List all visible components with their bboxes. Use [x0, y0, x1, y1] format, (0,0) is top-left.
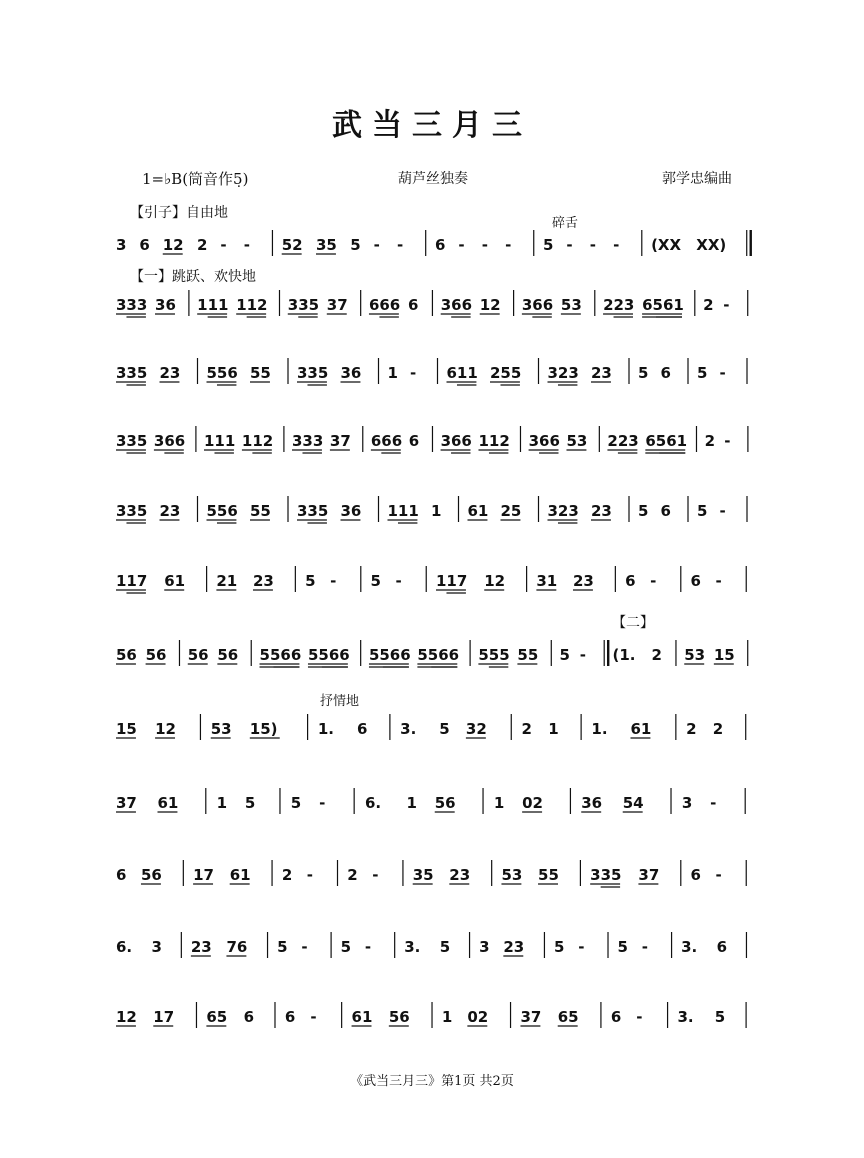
note-group: 53: [684, 646, 706, 664]
note-group: -: [373, 236, 380, 254]
note-group: 5: [244, 794, 256, 812]
note-group: -: [579, 646, 586, 664]
note-group: 555: [478, 646, 510, 664]
note-group: 3.: [400, 720, 417, 738]
note-group: 112: [478, 432, 510, 450]
note-group: (1.: [612, 646, 636, 664]
system-6: [114, 562, 754, 602]
note-group: -: [724, 432, 731, 450]
note-group: 2: [703, 296, 714, 314]
note-group: 335: [116, 502, 148, 520]
note-group: 65: [206, 1008, 228, 1026]
note-group: 56: [140, 866, 162, 884]
note-group: 5566: [417, 646, 460, 664]
note-group: 65: [557, 1008, 579, 1026]
note-group: 117: [436, 572, 468, 590]
note-group: XX): [696, 236, 727, 254]
section-intro-label: 【引子】自由地: [130, 205, 228, 221]
system-10: [114, 856, 754, 896]
note-group: -: [650, 572, 657, 590]
note-group: -: [410, 364, 417, 382]
system-3: [114, 354, 754, 394]
note-group: 2: [197, 236, 208, 254]
note-group: -: [723, 296, 730, 314]
note-group: 61: [351, 1008, 373, 1026]
note-group: 5: [439, 720, 450, 738]
note-group: -: [243, 236, 251, 254]
note-group: 61: [630, 720, 652, 738]
note-group: 23: [190, 938, 212, 956]
note-group: 5: [370, 572, 381, 590]
note-group: 6: [139, 236, 150, 254]
note-group: -: [330, 572, 337, 590]
note-group: 1.: [317, 720, 335, 738]
note-group: -: [505, 236, 512, 254]
note-group: 2: [521, 720, 532, 738]
system-12: [114, 998, 754, 1038]
note-group: 6: [408, 432, 420, 450]
note-group: 6: [407, 296, 419, 314]
note-group: 6: [625, 572, 636, 590]
note-group: -: [458, 236, 465, 254]
note-group: 21: [216, 572, 238, 590]
note-group: -: [301, 938, 308, 956]
note-group: 6561: [645, 432, 688, 450]
note-group: 5: [617, 938, 628, 956]
note-group: 23: [572, 572, 594, 590]
note-group: 23: [449, 866, 471, 884]
note-group: 32: [465, 720, 487, 738]
note-group: -: [589, 236, 597, 254]
note-group: 55: [517, 646, 539, 664]
note-group: 112: [236, 296, 268, 314]
system-11: [114, 928, 754, 968]
note-group: 5: [559, 646, 570, 664]
note-group: 37: [520, 1008, 542, 1026]
note-group: 56: [187, 646, 209, 664]
note-group: 366: [440, 296, 473, 314]
note-group: 12: [162, 236, 184, 254]
note-group: 1.: [591, 720, 608, 738]
note-group: 5566: [368, 646, 411, 664]
note-group: 17: [153, 1008, 175, 1026]
note-group: 6: [243, 1008, 255, 1026]
note-group: 5: [553, 938, 565, 956]
note-group: 3.: [681, 938, 698, 956]
note-group: 5: [305, 572, 316, 590]
note-group: 55: [250, 364, 271, 382]
note-group: 23: [503, 938, 525, 956]
note-group: 3: [479, 938, 490, 956]
note-group: 23: [159, 364, 181, 382]
note-group: 5: [439, 938, 451, 956]
note-group: 5: [350, 236, 361, 254]
note-group: 6: [116, 866, 127, 884]
note-group: 5: [697, 502, 708, 520]
note-group: 1: [493, 794, 505, 812]
note-group: 3.: [677, 1008, 694, 1026]
system-1: [114, 226, 754, 266]
lyrical-mark: 抒情地: [320, 694, 360, 709]
note-group: 366: [153, 432, 186, 450]
note-group: 3.: [404, 938, 421, 956]
system-2: [114, 286, 754, 326]
note-group: 335: [287, 296, 320, 314]
note-group: -: [481, 236, 488, 254]
note-group: 35: [412, 866, 434, 884]
note-group: 02: [467, 1008, 489, 1026]
note-group: 5566: [307, 646, 350, 664]
note-group: 1: [548, 720, 559, 738]
note-group: 6: [356, 720, 368, 738]
note-group: 5: [290, 794, 302, 812]
note-group: -: [719, 502, 726, 520]
note-group: 3: [151, 938, 162, 956]
note-group: 556: [206, 502, 238, 520]
composer-label: 郭学忠编曲: [662, 171, 732, 187]
note-group: 5: [277, 938, 288, 956]
note-group: 6: [690, 866, 701, 884]
note-group: -: [395, 572, 402, 590]
note-group: 255: [490, 364, 522, 382]
note-group: 111: [197, 296, 229, 314]
note-group: 56: [116, 646, 137, 664]
note-group: 61: [229, 866, 251, 884]
key-signature: 1=♭B(筒音作5̣): [142, 170, 249, 188]
note-group: 61: [157, 794, 179, 812]
note-group: 6: [434, 236, 446, 254]
note-group: 2: [347, 866, 358, 884]
note-group: 55: [250, 502, 271, 520]
note-group: 111: [387, 502, 419, 520]
system-9: [114, 784, 754, 824]
note-group: 6.: [364, 794, 382, 812]
note-group: 56: [145, 646, 167, 664]
note-group: 112: [241, 432, 274, 450]
note-group: -: [397, 236, 404, 254]
note-group: 56: [217, 646, 239, 664]
note-group: 2: [712, 720, 724, 738]
note-group: (XX: [651, 236, 682, 254]
note-group: 15: [713, 646, 735, 664]
note-group: 6561: [642, 296, 684, 314]
note-group: 5: [638, 502, 649, 520]
note-group: 366: [440, 432, 472, 450]
system-7: [114, 636, 754, 676]
note-group: -: [319, 794, 326, 812]
note-group: 223: [603, 296, 635, 314]
note-group: 12: [155, 720, 176, 738]
note-group: 1: [431, 502, 442, 520]
note-group: 53: [560, 296, 582, 314]
section-two-label: 【二】: [612, 615, 654, 631]
system-5: [114, 492, 754, 532]
note-group: -: [306, 866, 314, 884]
note-group: -: [310, 1008, 317, 1026]
note-group: -: [710, 794, 717, 812]
note-group: 666: [370, 432, 403, 450]
note-group: 2: [704, 432, 716, 450]
note-group: 335: [116, 432, 148, 450]
note-group: 6: [284, 1008, 296, 1026]
note-group: 12: [484, 572, 506, 590]
note-group: 53: [210, 720, 232, 738]
note-group: 54: [622, 794, 644, 812]
note-group: 1: [387, 364, 398, 382]
note-group: 2: [281, 866, 293, 884]
note-group: 37: [329, 432, 351, 450]
note-group: -: [719, 364, 726, 382]
note-group: 6: [610, 1008, 622, 1026]
note-group: 12: [116, 1008, 137, 1026]
note-group: 1: [406, 794, 417, 812]
note-group: 15: [116, 720, 137, 738]
note-group: 2: [686, 720, 697, 738]
score-title: 武当三月三: [332, 108, 532, 143]
note-group: 611: [446, 364, 478, 382]
note-group: 53: [566, 432, 588, 450]
note-group: 15): [249, 720, 278, 738]
note-group: 5: [340, 938, 352, 956]
note-group: 17: [193, 866, 214, 884]
note-group: -: [220, 236, 227, 254]
note-group: 335: [297, 364, 329, 382]
note-group: 3: [681, 794, 693, 812]
note-group: 25: [500, 502, 522, 520]
note-group: 53: [501, 866, 523, 884]
note-group: 61: [467, 502, 489, 520]
note-group: 117: [116, 572, 148, 590]
note-group: 37: [326, 296, 348, 314]
note-group: 36: [340, 502, 362, 520]
note-group: 55: [538, 866, 559, 884]
section-one-label: 【一】跳跃、欢快地: [130, 269, 256, 285]
system-8: [114, 710, 754, 750]
note-group: 323: [547, 364, 579, 382]
note-group: -: [636, 1008, 643, 1026]
note-group: 556: [206, 364, 238, 382]
note-group: 52: [281, 236, 303, 254]
note-group: 36: [155, 296, 176, 314]
note-group: 76: [226, 938, 248, 956]
note-group: 61: [164, 572, 186, 590]
note-group: 23: [252, 572, 274, 590]
note-group: 335: [297, 502, 329, 520]
note-group: 366: [528, 432, 560, 450]
note-group: 5: [714, 1008, 726, 1026]
note-group: 02: [522, 794, 544, 812]
note-group: 335: [116, 364, 148, 382]
note-group: 23: [591, 502, 612, 520]
note-group: -: [372, 866, 379, 884]
note-group: 35: [316, 236, 337, 254]
note-group: -: [715, 866, 722, 884]
note-group: 5: [543, 236, 554, 254]
tremolo-mark: 碎舌: [552, 216, 579, 231]
note-group: 5566: [259, 646, 302, 664]
note-group: 12: [479, 296, 501, 314]
note-group: -: [566, 236, 573, 254]
instrument-label: 葫芦丝独奏: [398, 171, 468, 187]
note-group: 56: [388, 1008, 410, 1026]
note-group: 56: [434, 794, 456, 812]
note-group: -: [641, 938, 649, 956]
note-group: 5: [697, 364, 708, 382]
note-group: 223: [607, 432, 639, 450]
note-group: 5: [638, 364, 649, 382]
note-group: 6: [660, 502, 671, 520]
note-group: 6: [660, 364, 671, 382]
note-group: -: [613, 236, 620, 254]
note-group: 37: [116, 794, 137, 812]
note-group: 6: [690, 572, 701, 590]
note-group: 37: [638, 866, 660, 884]
note-group: 2: [651, 646, 662, 664]
note-group: 111: [204, 432, 236, 450]
note-group: 666: [368, 296, 401, 314]
note-group: -: [364, 938, 372, 956]
note-group: 6.: [116, 938, 133, 956]
note-group: 6: [716, 938, 728, 956]
note-group: 333: [116, 296, 148, 314]
note-group: 3: [116, 236, 127, 254]
note-group: 323: [547, 502, 579, 520]
note-group: 31: [536, 572, 558, 590]
note-group: -: [715, 572, 722, 590]
note-group: -: [578, 938, 585, 956]
note-group: 36: [340, 364, 362, 382]
note-group: 366: [521, 296, 554, 314]
note-group: 23: [591, 364, 612, 382]
note-group: 1: [216, 794, 228, 812]
page-footer: 《武当三月三》第1页 共2页: [350, 1074, 514, 1089]
note-group: 23: [159, 502, 181, 520]
note-group: 1: [441, 1008, 453, 1026]
note-group: 36: [581, 794, 603, 812]
note-group: 335: [590, 866, 622, 884]
note-group: 333: [292, 432, 324, 450]
system-4: [114, 422, 754, 462]
